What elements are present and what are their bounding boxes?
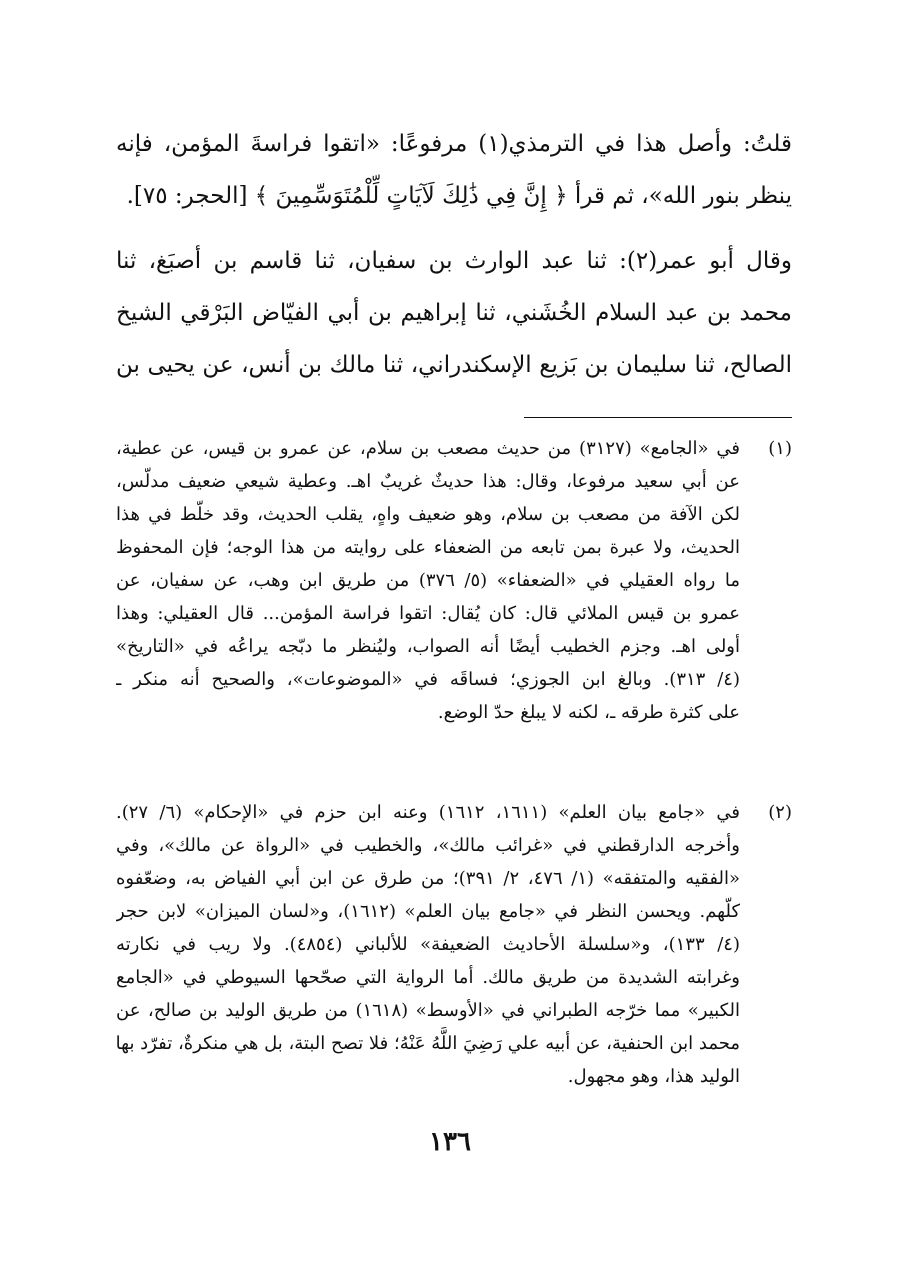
main-line: قلتُ: وأصل هذا في الترمذي(١) مرفوعًا: «اتقوا فراسةَ المؤمن، فإنه (116, 131, 792, 157)
footnote-body (116, 432, 740, 729)
footnote-line: أولى اهـ. وجزم الخطيب أيضًا أنه الصواب، وليُنظر ما دبّجه يراعُه في «التاريخ» (116, 636, 740, 657)
footnote-separator (524, 417, 792, 418)
main-line: الصالح، ثنا سليمان بن بَزيع الإسكندراني، ثنا مالك بن أنس، عن يحيى بن (116, 352, 792, 378)
main-line: ينظر بنور الله»، ثم قرأ ﴿ إِنَّ فِي ذَٰلِكَ لَآيَاتٍ لِّلْمُتَوَسِّمِينَ ﴾ [الحجر: ٧٥]. (126, 183, 792, 209)
footnote-line: في «الجامع» (٣١٢٧) من حديث مصعب بن سلام، عن عمرو بن قيس، عن عطية، (116, 438, 740, 459)
footnote-line: (٤/ ١٣٣)، و«سلسلة الأحاديث الضعيفة» للألباني (٤٨٥٤). ولا ريب في نكارته (116, 934, 740, 955)
main-line: وقال أبو عمر(٢): ثنا عبد الوارث بن سفيان، ثنا قاسم بن أصبَغ، ثنا (116, 248, 792, 274)
footnote-line: وأخرجه الدارقطني في «غرائب مالك»، والخطيب في «الرواة عن مالك»، وفي (116, 835, 740, 856)
footnote-line: «الفقيه والمتفقه» (١/ ٤٧٦، ٢/ ٣٩١)؛ من طرق عن ابن أبي الفياض به، وضعّفوه (116, 868, 740, 889)
main-line: محمد بن عبد السلام الخُشَني، ثنا إبراهيم بن أبي الفيّاض البَرْقي الشيخ (116, 300, 792, 326)
footnote-line: عن أبي سعيد مرفوعا، وقال: هذا حديثٌ غريبٌ اهـ. وعطية شيعي ضعيف مدلّس، (116, 471, 740, 492)
page-number: ١٣٦ (429, 1127, 471, 1157)
main-paragraph-1 (116, 118, 792, 222)
footnote-line: في «جامع بيان العلم» (١٦١١، ١٦١٢) وعنه ابن حزم في «الإحكام» (٦/ ٢٧). (116, 802, 740, 823)
footnote-body (116, 796, 740, 1093)
footnote-line: كلّهم. ويحسن النظر في «جامع بيان العلم» (١٦١٢)، و«لسان الميزان» لابن حجر (116, 901, 740, 922)
footnote-line: على كثرة طرقه ـ، لكنه لا يبلغ حدّ الوضع. (437, 702, 740, 723)
footnote-line: محمد ابن الحنفية، عن أبيه علي رَضِيَ اللَّهُ عَنْهُ؛ فلا تصح البتة، بل هي منكرةٌ، تفرّد بها (116, 1033, 740, 1054)
footnote-line: ما رواه العقيلي في «الضعفاء» (٥/ ٣٧٦) من طريق ابن وهب، عن سفيان، عن (116, 570, 740, 591)
footnote-line: الكبير» مما خرّجه الطبراني في «الأوسط» (١٦١٨) من طريق الوليد بن صالح، عن (116, 1000, 740, 1021)
footnote-line: لكن الآفة من مصعب بن سلام، وهو ضعيف واهٍ، يقلب الحديث، وقد خلّط في هذا (116, 504, 740, 525)
footnote-line: عمرو بن قيس الملائي قال: كان يُقال: اتقوا فراسة المؤمن... قال العقيلي: وهذا (116, 603, 740, 624)
main-paragraph-2 (116, 235, 792, 391)
footnote-line: وغرابته الشديدة من طريق مالك. أما الرواية التي صحّحها السيوطي في «الجامع (116, 967, 740, 988)
footnote-line: الحديث، ولا عبرة بمن تابعه من الضعفاء على روايته من هذا الوجه؛ فإن المحفوظ (116, 537, 740, 558)
footnote-line: (٤/ ٣١٣). وبالغ ابن الجوزي؛ فساقَه في «الموضوعات»، والصحيح أنه منكر ـ (116, 669, 740, 690)
footnote-number: (١) (768, 438, 792, 459)
footnote-line: الوليد هذا، وهو مجهول. (567, 1066, 740, 1087)
footnote-number: (٢) (768, 802, 792, 823)
